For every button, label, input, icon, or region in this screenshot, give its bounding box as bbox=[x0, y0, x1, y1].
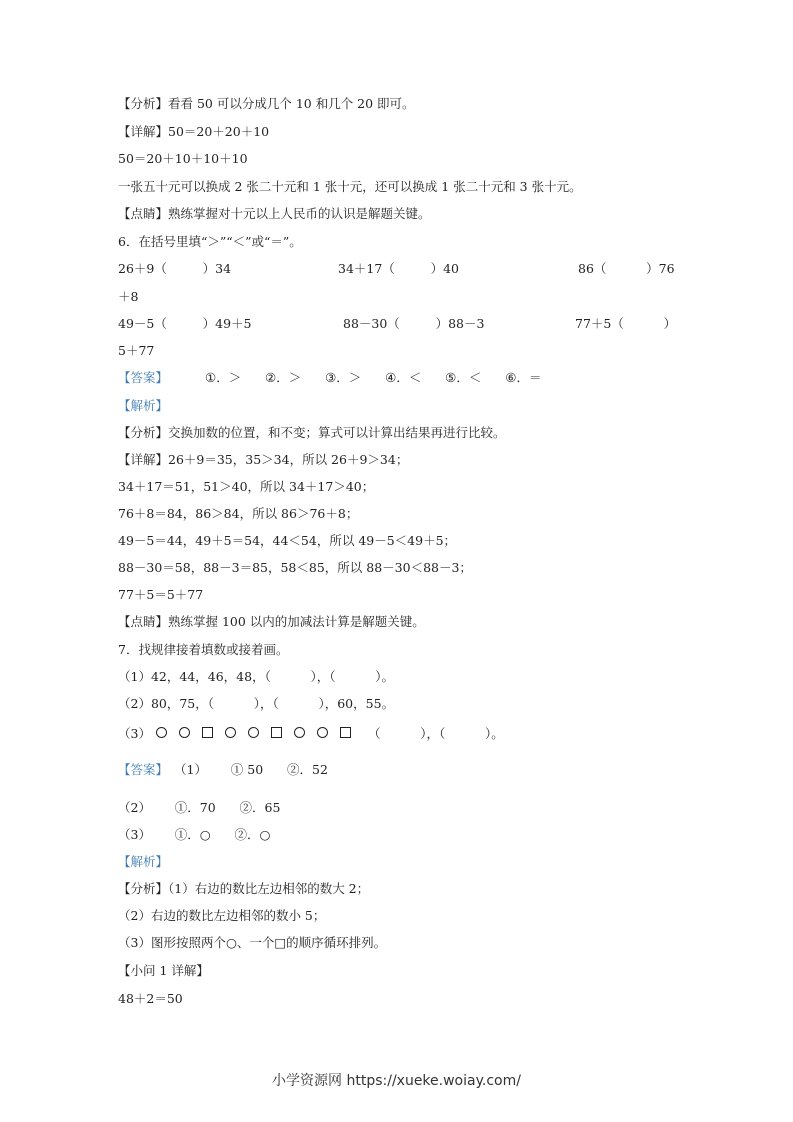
q6-item-3: 86（ ）76 bbox=[578, 261, 675, 276]
analysis-line: （2）右边的数比左边相邻的数小 5； bbox=[118, 908, 326, 923]
analysis-line: 【分析】（1）右边的数比左边相邻的数大 2； bbox=[118, 881, 370, 896]
q7-part-2: （2）80，75，（ ），（ ），60，55。 bbox=[118, 696, 395, 711]
tip-line: 【点睛】熟练掌握对十元以上人民币的认识是解题关键。 bbox=[118, 206, 431, 221]
q6-item-5: 88－30（ ）88－3 bbox=[343, 316, 485, 331]
circle-shape bbox=[156, 727, 167, 738]
q7-answer-1: （1） ① 50 ②．52 bbox=[174, 762, 328, 777]
q6-answers: ①．＞ ②．＞ ③．＞ ④．＜ ⑤．＜ ⑥．＝ bbox=[205, 370, 542, 385]
square-shape bbox=[271, 727, 282, 738]
square-shape bbox=[340, 727, 351, 738]
detail-line: 【详解】50＝20＋20＋10 bbox=[118, 124, 270, 139]
q6-item-6: 77＋5（ ） bbox=[575, 316, 677, 331]
shape-sequence bbox=[156, 727, 363, 738]
equation-line: 50＝20＋10＋10＋10 bbox=[118, 151, 248, 166]
q7-part-3-blanks: （ ），（ ）。 bbox=[368, 726, 504, 741]
jiexi-label: 【解析】 bbox=[118, 854, 169, 869]
q6-item-4: 49－5（ ）49＋5 bbox=[118, 316, 252, 331]
analysis-line: 【分析】看看 50 可以分成几个 10 和几个 20 即可。 bbox=[118, 96, 415, 111]
detail-line: 48＋2＝50 bbox=[118, 991, 183, 1006]
analysis-line: 【分析】交换加数的位置，和不变；算式可以计算出结果再进行比较。 bbox=[118, 425, 506, 440]
sub-question-heading: 【小问 1 详解】 bbox=[118, 963, 209, 978]
site-footer: 小学资源网 https://xueke.woiay.com/ bbox=[272, 1073, 521, 1089]
circle-shape bbox=[248, 727, 259, 738]
tip-line: 【点睛】熟练掌握 100 以内的加减法计算是解题关键。 bbox=[118, 614, 425, 629]
q6-item-2: 34＋17（ ）40 bbox=[338, 261, 459, 276]
detail-line: 34＋17＝51，51＞40，所以 34＋17＞40； bbox=[118, 479, 375, 494]
detail-line: 【详解】26＋9＝35，35＞34，所以 26＋9＞34； bbox=[118, 452, 409, 467]
circle-shape bbox=[225, 727, 236, 738]
question-6-title: 6．在括号里填“＞”“＜”或“＝”。 bbox=[118, 234, 302, 249]
q6-item-1: 26＋9（ ）34 bbox=[118, 261, 232, 276]
jiexi-label: 【解析】 bbox=[118, 398, 169, 413]
explanation-line: 一张五十元可以换成 2 张二十元和 1 张十元，还可以换成 1 张二十元和 3 张十元。 bbox=[118, 179, 582, 194]
circle-shape bbox=[179, 727, 190, 738]
answer-label: 【答案】 bbox=[118, 370, 169, 385]
q7-part-3-prefix: （3） bbox=[118, 726, 151, 741]
q7-answer-3: （3） ①．○ ②．○ bbox=[118, 827, 271, 842]
analysis-line: （3）图形按照两个○、一个□的顺序循环排列。 bbox=[118, 935, 387, 950]
q7-part-1: （1）42，44，46，48，（ ），（ ）。 bbox=[118, 669, 395, 684]
detail-line: 49－5＝44，49＋5＝54，44＜54，所以 49－5＜49＋5； bbox=[118, 533, 457, 548]
answer-label: 【答案】 bbox=[118, 762, 169, 777]
square-shape bbox=[202, 727, 213, 738]
q6-item-6-cont: 5＋77 bbox=[118, 343, 155, 358]
q7-answer-2: （2） ①．70 ②．65 bbox=[118, 800, 281, 815]
circle-shape bbox=[294, 727, 305, 738]
detail-line: 77＋5＝5＋77 bbox=[118, 587, 204, 602]
circle-shape bbox=[317, 727, 328, 738]
detail-line: 76＋8＝84，86＞84，所以 86＞76＋8； bbox=[118, 506, 359, 521]
detail-line: 88－30＝58，88－3＝85，58＜85，所以 88－30＜88－3； bbox=[118, 560, 472, 575]
q6-item-3-cont: ＋8 bbox=[118, 289, 139, 304]
question-7-title: 7．找规律接着填数或接着画。 bbox=[118, 642, 289, 657]
